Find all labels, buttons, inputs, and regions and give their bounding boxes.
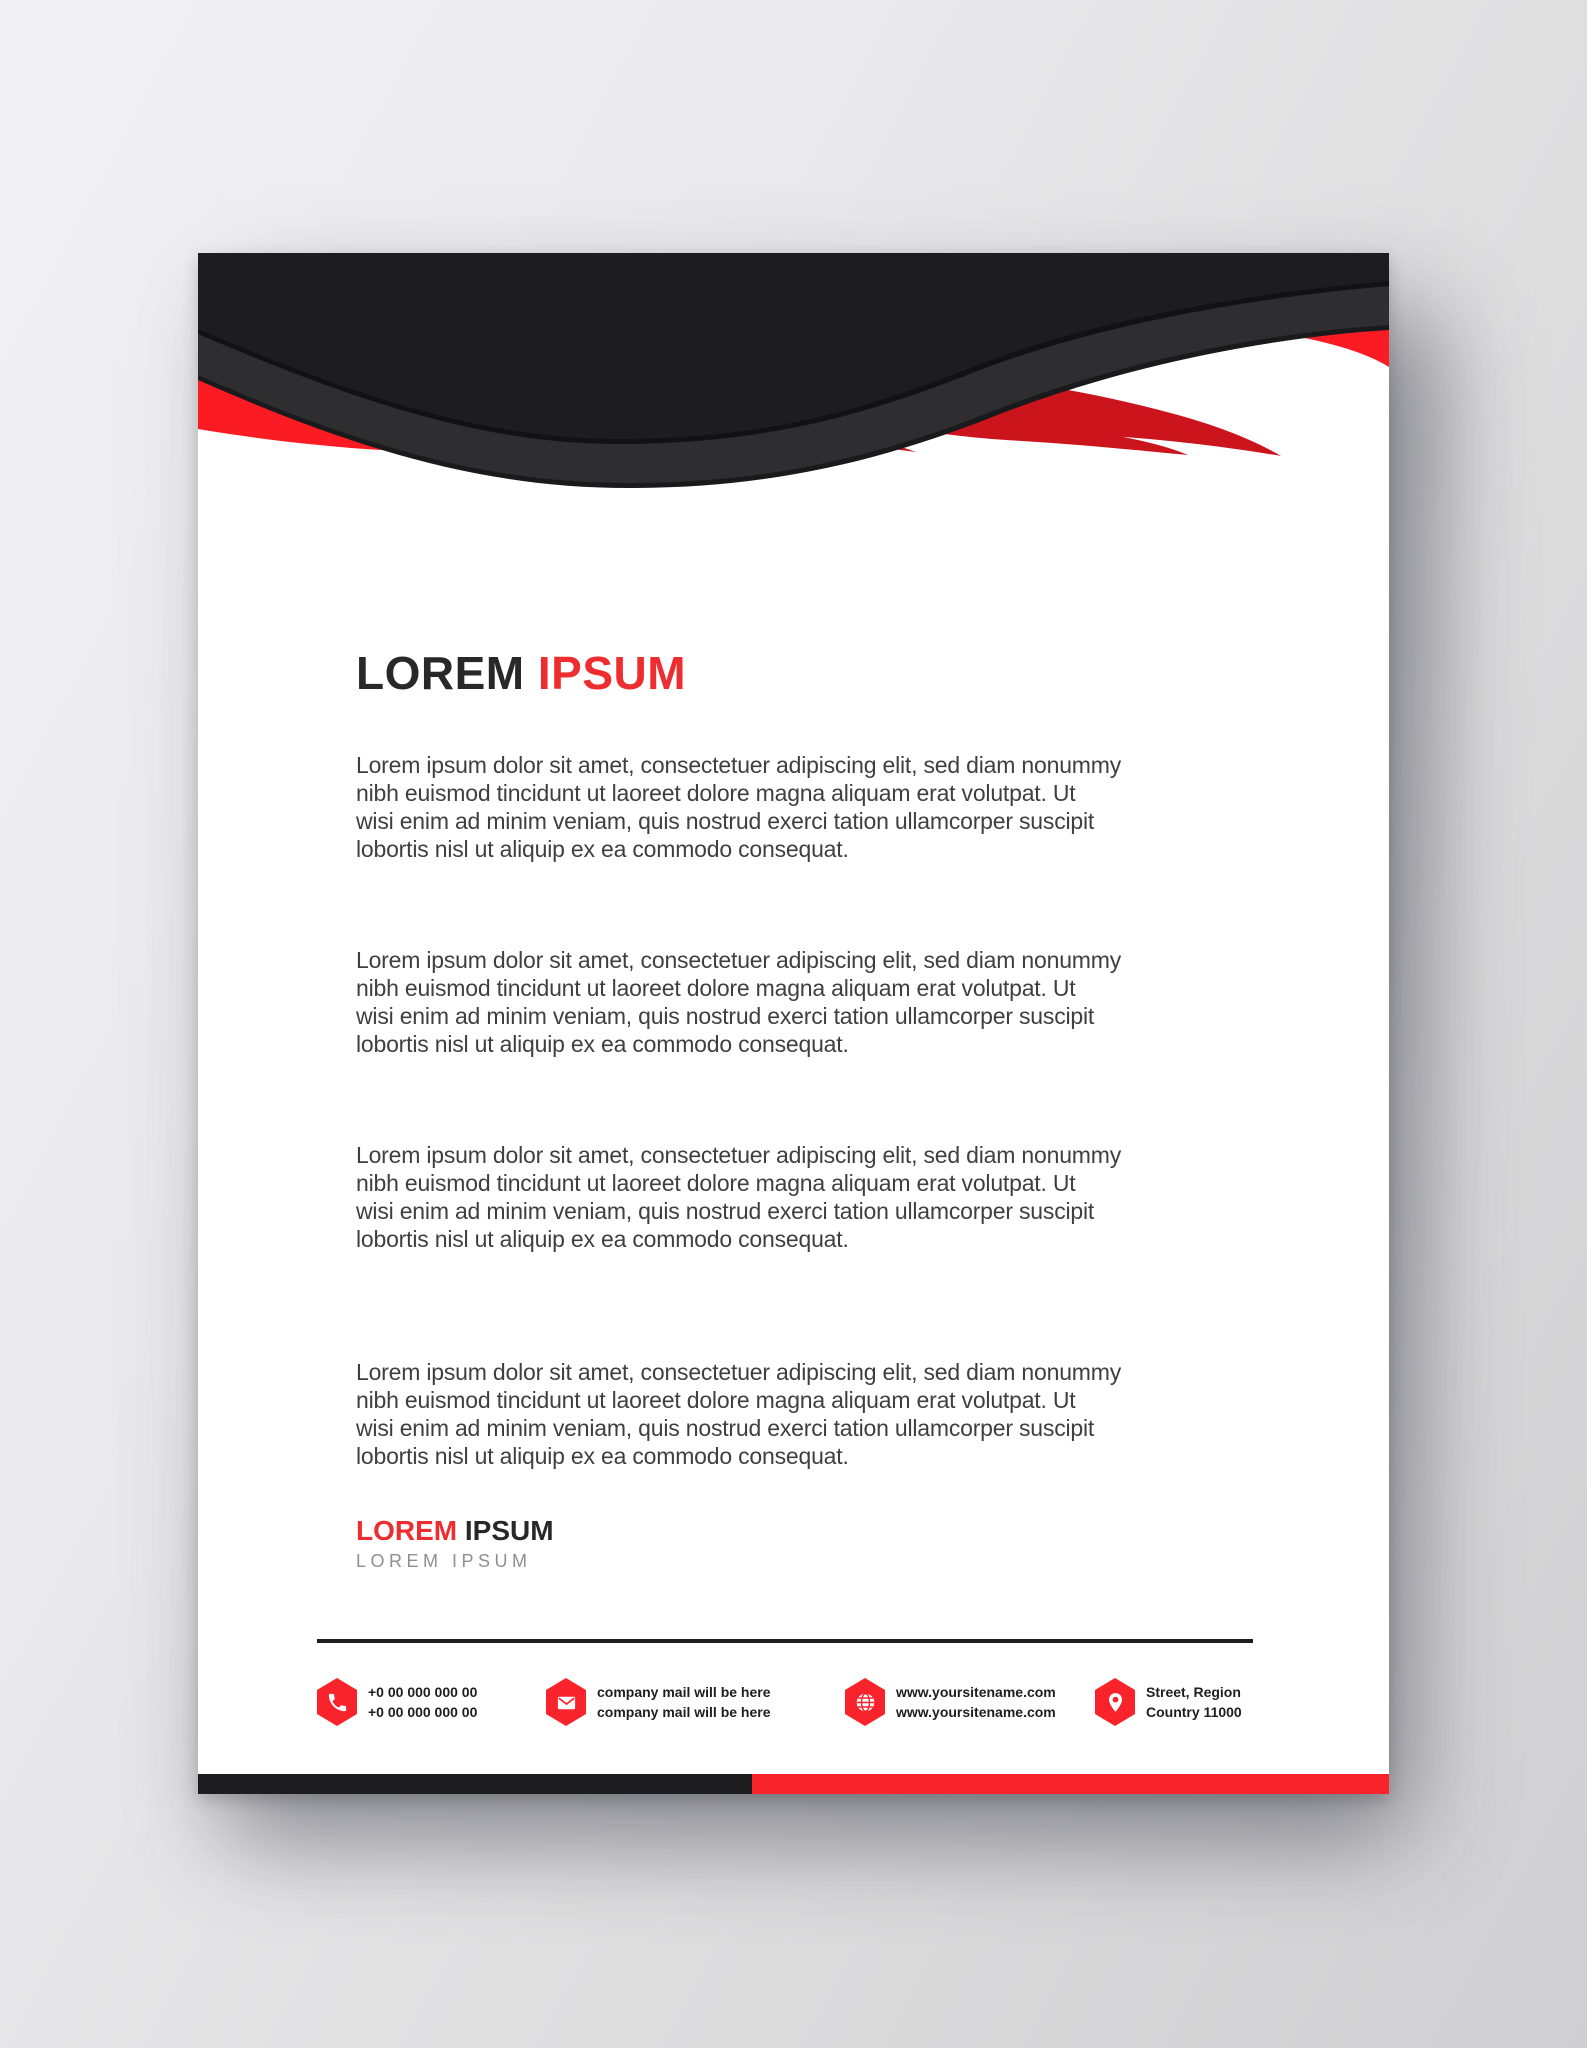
page-title-space (525, 647, 538, 699)
paragraph-line: wisi enim ad minim veniam, quis nostrud exerci tation ullamcorper suscipit (356, 1415, 1095, 1441)
page-title (356, 647, 687, 699)
bottom-accent-bar (198, 1774, 1389, 1794)
bottom-bar-black-segment (198, 1774, 752, 1794)
paragraph-line: Lorem ipsum dolor sit amet, consectetuer adipiscing elit, sed diam nonummy (356, 1142, 1121, 1168)
signature-word-red: LOREM (356, 1515, 458, 1546)
header-wave-graphic (198, 253, 1389, 553)
footer-divider-line (317, 1639, 1253, 1643)
paragraph-line: nibh euismod tincidunt ut laoreet dolore magna aliquam erat volutpat. Ut (356, 1170, 1076, 1196)
paragraph-line: lobortis nisl ut aliquip ex ea commodo consequat. (356, 836, 849, 862)
body-paragraph (356, 751, 1256, 863)
footer-item-website (845, 1678, 1056, 1726)
paragraph-line: Lorem ipsum dolor sit amet, consectetuer adipiscing elit, sed diam nonummy (356, 1359, 1121, 1385)
phone-icon (317, 1678, 357, 1726)
footer-line: +0 00 000 000 00 (368, 1704, 478, 1720)
location-icon (1095, 1678, 1135, 1726)
bottom-bar-red-segment (752, 1774, 1389, 1794)
footer-line: Country 11000 (1146, 1704, 1242, 1720)
footer-line: www.yoursitename.com (896, 1704, 1056, 1720)
paragraph-line: Lorem ipsum dolor sit amet, consectetuer adipiscing elit, sed diam nonummy (356, 947, 1121, 973)
paragraph-line: nibh euismod tincidunt ut laoreet dolore magna aliquam erat volutpat. Ut (356, 780, 1076, 806)
footer-item-phone (317, 1678, 477, 1726)
paragraph-line: lobortis nisl ut aliquip ex ea commodo consequat. (356, 1226, 849, 1252)
footer-line: company mail will be here (597, 1684, 771, 1700)
footer-item-text (597, 1682, 771, 1722)
footer-item-address (1095, 1678, 1242, 1726)
paragraph-line: wisi enim ad minim veniam, quis nostrud exerci tation ullamcorper suscipit (356, 808, 1095, 834)
body-paragraph (356, 1141, 1256, 1253)
letterhead-page (198, 253, 1389, 1794)
signature-name (356, 1517, 554, 1545)
paragraph-line: nibh euismod tincidunt ut laoreet dolore magna aliquam erat volutpat. Ut (356, 975, 1076, 1001)
body-paragraph (356, 1358, 1256, 1470)
body-paragraph (356, 946, 1256, 1058)
signature-word-dark: IPSUM (464, 1515, 554, 1546)
paragraph-line: Lorem ipsum dolor sit amet, consectetuer adipiscing elit, sed diam nonummy (356, 752, 1121, 778)
paragraph-line: nibh euismod tincidunt ut laoreet dolore magna aliquam erat volutpat. Ut (356, 1387, 1076, 1413)
footer-line: company mail will be here (597, 1704, 771, 1720)
paragraph-line: lobortis nisl ut aliquip ex ea commodo consequat. (356, 1443, 849, 1469)
page-title-word-red: IPSUM (537, 647, 687, 699)
footer-item-mail (546, 1678, 771, 1726)
paragraph-line: wisi enim ad minim veniam, quis nostrud exerci tation ullamcorper suscipit (356, 1003, 1095, 1029)
globe-icon (845, 1678, 885, 1726)
paragraph-line: lobortis nisl ut aliquip ex ea commodo consequat. (356, 1031, 849, 1057)
footer-line: Street, Region (1146, 1684, 1241, 1700)
page-title-word-dark: LOREM (356, 647, 525, 699)
mail-icon (546, 1678, 586, 1726)
footer-item-text (1146, 1682, 1242, 1722)
footer-item-text (368, 1682, 477, 1722)
footer-item-text (896, 1682, 1056, 1722)
signature-subtitle: LOREM IPSUM (356, 1551, 532, 1571)
paragraph-line: wisi enim ad minim veniam, quis nostrud exerci tation ullamcorper suscipit (356, 1198, 1095, 1224)
signature-space (457, 1515, 465, 1546)
footer-line: +0 00 000 000 00 (368, 1684, 478, 1700)
footer-line: www.yoursitename.com (896, 1684, 1056, 1700)
